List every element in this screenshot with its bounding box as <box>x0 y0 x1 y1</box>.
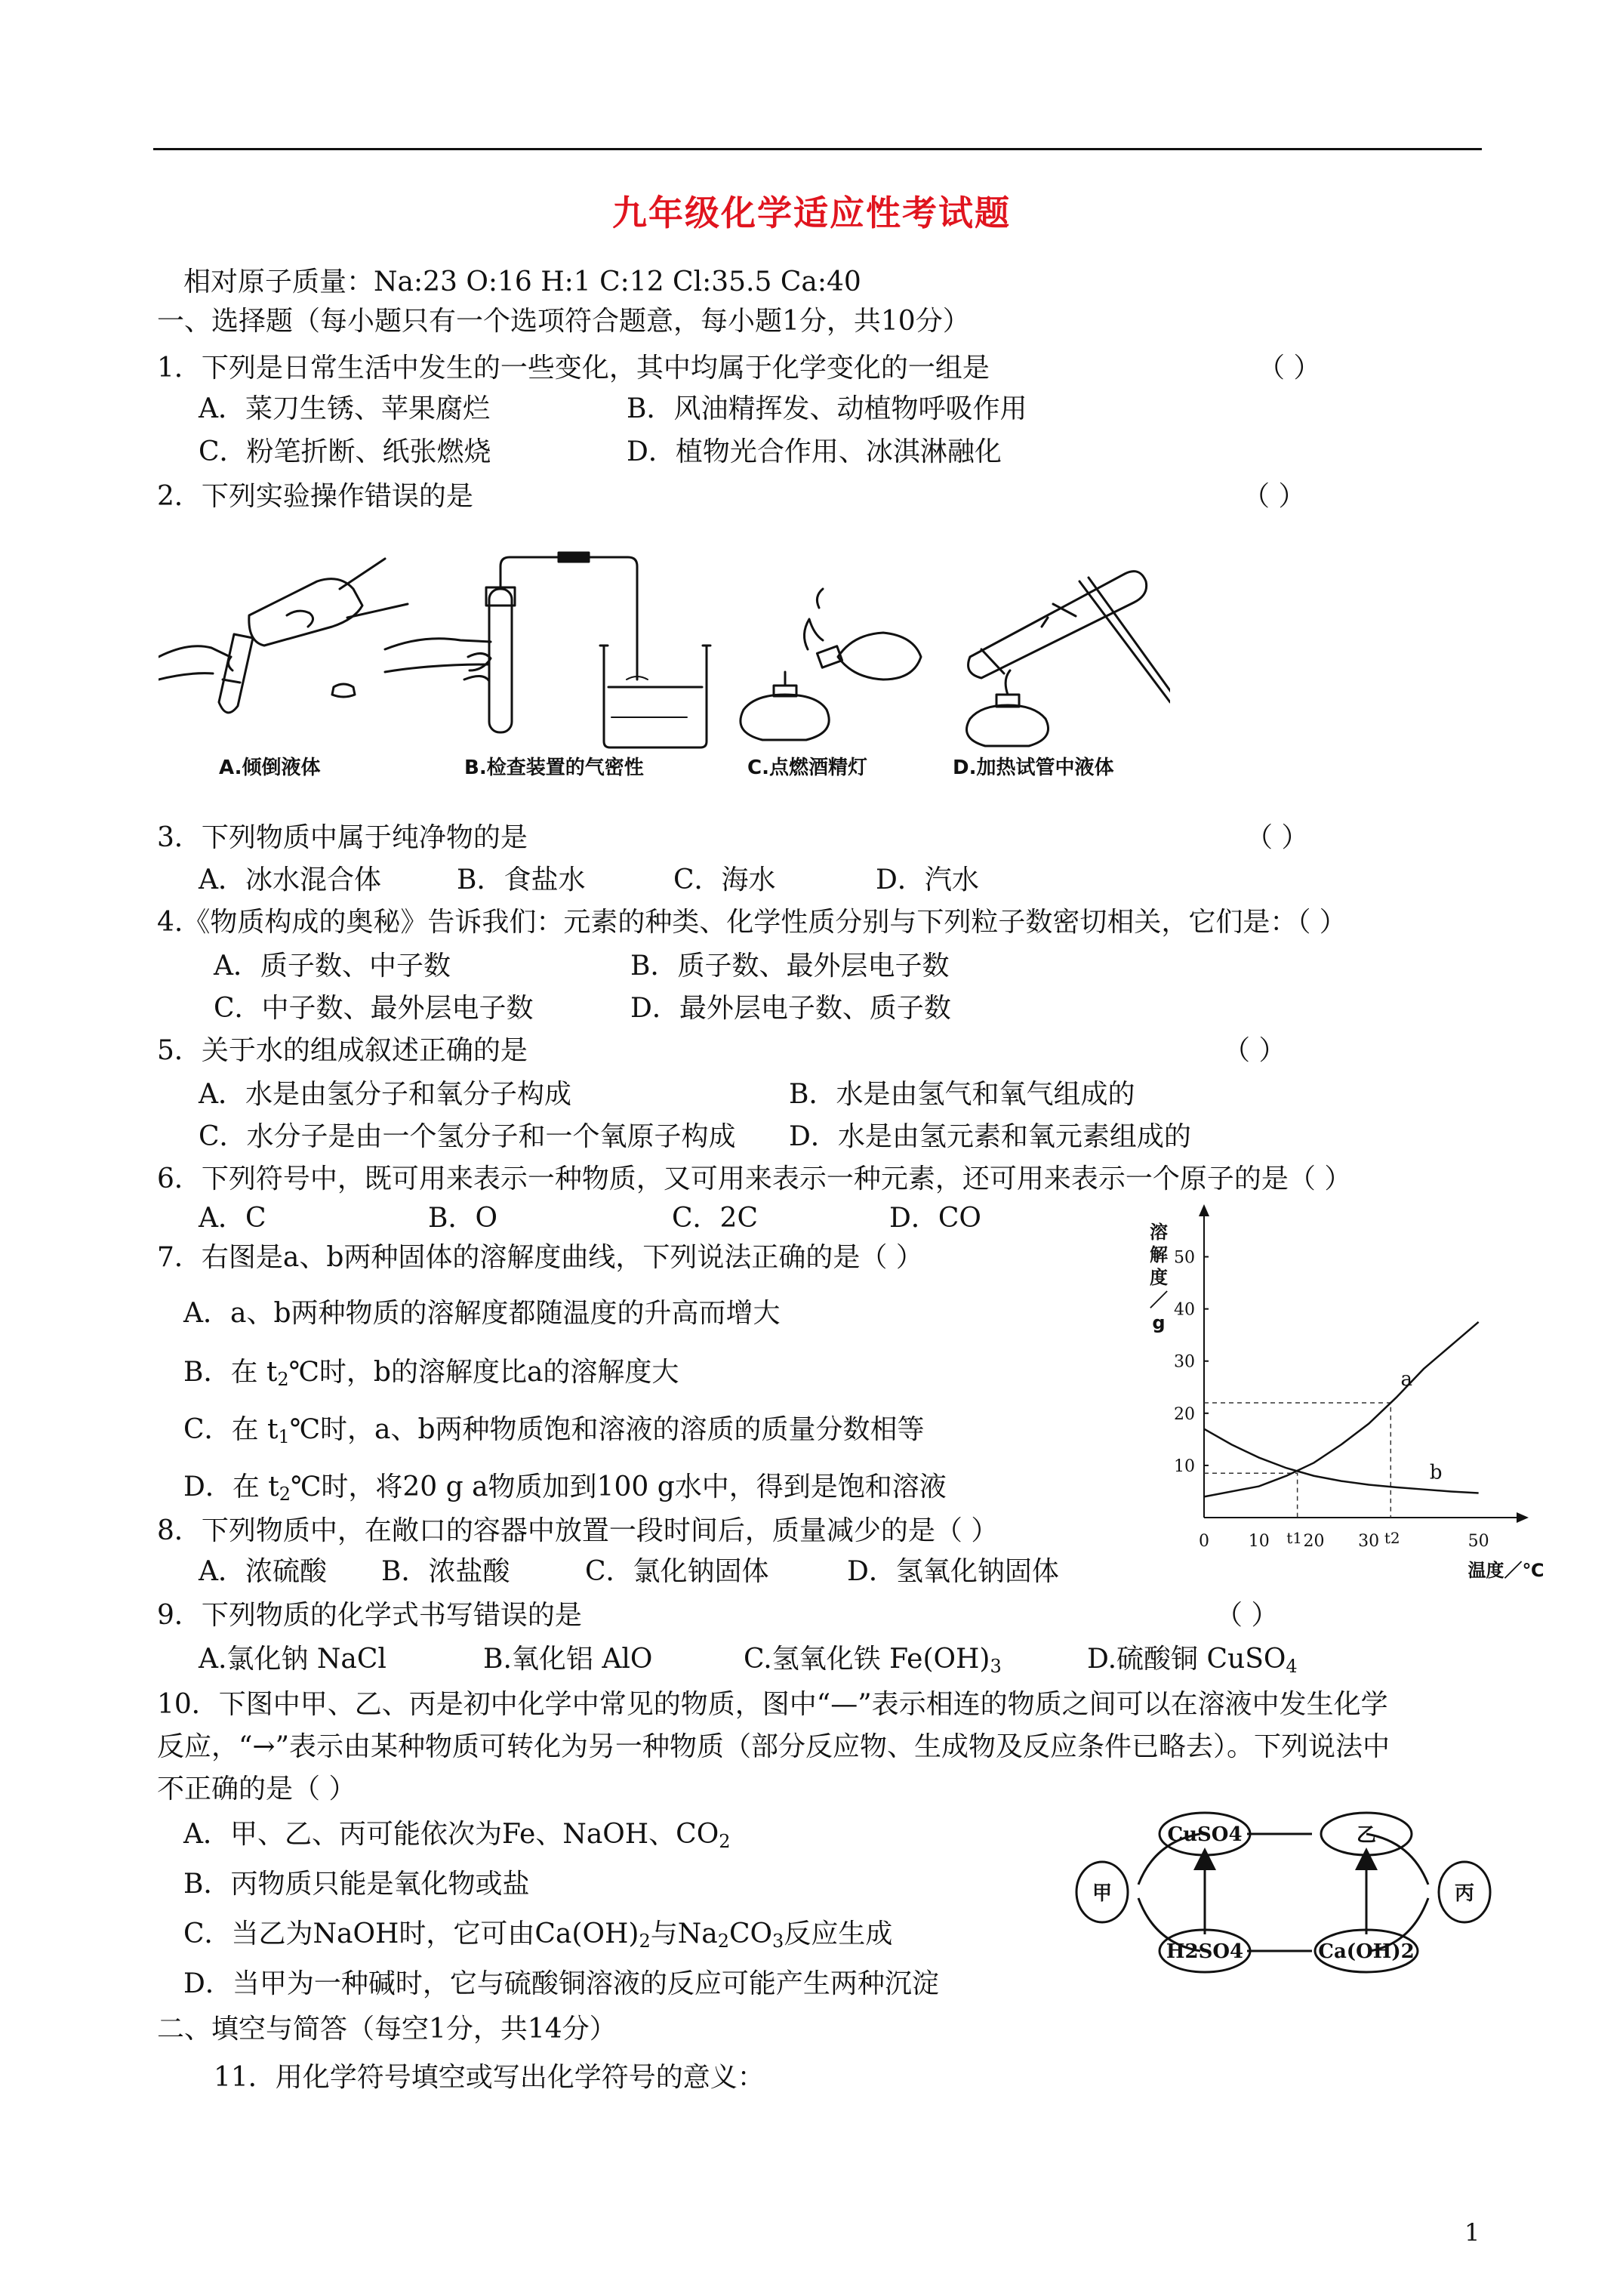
x-tick-label: 20 <box>1303 1532 1325 1551</box>
q3-option-c[interactable]: C．海水 <box>673 864 776 895</box>
q2-caption-c: C.点燃酒精灯 <box>747 757 867 779</box>
q3-option-d[interactable]: D．汽水 <box>876 864 979 895</box>
q9-stem: 9．下列物质的化学式书写错误的是 <box>157 1600 582 1631</box>
gas-tightness-illustration <box>385 553 710 747</box>
q2-caption-d: D.加热试管中液体 <box>953 757 1114 779</box>
q5-option-a[interactable]: A．水是由氢分子和氧分子构成 <box>199 1079 571 1110</box>
q10-stem-line1: 10．下图中甲、乙、丙是初中化学中常见的物质，图中“—”表示相连的物质之间可以在溶液中发生化学 <box>157 1689 1388 1720</box>
q6-option-b[interactable]: B．O <box>428 1203 497 1234</box>
y-tick-label: 20 <box>1174 1404 1195 1424</box>
label-jia: 甲 <box>1092 1882 1113 1905</box>
label-yi: 乙 <box>1356 1824 1377 1847</box>
q6-option-d[interactable]: D．CO <box>889 1203 981 1234</box>
q5-option-b[interactable]: B．水是由氢气和氧气组成的 <box>789 1079 1135 1110</box>
q4-option-d[interactable]: D．最外层电子数、质子数 <box>630 993 951 1024</box>
q9-option-a[interactable]: A.氯化钠 NaCl <box>199 1644 387 1675</box>
q11-stem: 11．用化学符号填空或写出化学符号的意义： <box>214 2062 765 2093</box>
label-caoh2: Ca(OH)2 <box>1318 1940 1415 1963</box>
q10-option-a[interactable]: A．甲、乙、丙可能依次为Fe、NaOH、$CO_2$ <box>183 1819 731 1852</box>
q1-option-c[interactable]: C．粉笔折断、纸张燃烧 <box>199 436 491 467</box>
top-rule <box>153 148 1482 150</box>
q10-stem-line3: 不正确的是（ ） <box>157 1774 356 1804</box>
q7-option-c[interactable]: C．在 $t_1℃$时，a、b两种物质饱和溶液的溶质的质量分数相等 <box>183 1414 925 1447</box>
q3-answer-blank[interactable]: （ ） <box>1246 822 1309 853</box>
q6-option-a[interactable]: A．C <box>199 1203 266 1234</box>
heating-test-tube-illustration <box>967 572 1171 746</box>
q3-option-a[interactable]: A．冰水混合体 <box>199 864 381 895</box>
y-tick-label: 40 <box>1174 1300 1195 1320</box>
substance-relation-diagram <box>1072 1800 1495 1985</box>
x-tick-label: 0 <box>1199 1532 1209 1551</box>
q3-option-b[interactable]: B．食盐水 <box>457 864 586 895</box>
x-tick-label: 30 <box>1358 1532 1380 1551</box>
x-tick-label: 50 <box>1467 1532 1489 1551</box>
pouring-illustration <box>159 559 408 713</box>
q9-answer-blank[interactable]: （ ） <box>1215 1600 1279 1631</box>
q2-answer-blank[interactable]: （ ） <box>1243 481 1306 512</box>
alcohol-lamp-ignite-illustration <box>741 589 921 740</box>
relation-diagram-svg <box>1072 1800 1495 1985</box>
x-tick-t1: t1 <box>1286 1529 1303 1547</box>
y-axis-label-char: 溶 <box>1150 1222 1168 1243</box>
q2-caption-a: A.倾倒液体 <box>219 757 321 779</box>
q7-option-d[interactable]: D．在 $t_2℃$时，将20 g a物质加到100 g水中，得到是饱和溶液 <box>183 1472 947 1505</box>
x-axis-label: 温度／℃ <box>1467 1560 1544 1581</box>
q5-option-d[interactable]: D．水是由氢元素和氧元素组成的 <box>789 1121 1191 1152</box>
q8-option-a[interactable]: A．浓硫酸 <box>199 1556 327 1587</box>
page-title: 九年级化学适应性考试题 <box>612 193 1011 233</box>
q1-answer-blank[interactable]: （ ） <box>1258 353 1321 384</box>
x-tick-t2: t2 <box>1384 1529 1400 1547</box>
y-tick-label: 10 <box>1174 1456 1195 1476</box>
q2-stem: 2．下列实验操作错误的是 <box>157 481 473 512</box>
x-axis-arrow <box>1517 1512 1529 1523</box>
q3-stem: 3．下列物质中属于纯净物的是 <box>157 822 528 853</box>
q7-option-a[interactable]: A．a、b两种物质的溶解度都随温度的升高而增大 <box>183 1298 781 1329</box>
y-axis-label-char: g <box>1152 1312 1166 1333</box>
q4-option-a[interactable]: A．质子数、中子数 <box>214 951 451 982</box>
section1-heading: 一、选择题（每小题只有一个选项符合题意，每小题1分，共10分） <box>157 306 970 337</box>
q1-stem: 1．下列是日常生活中发生的一些变化，其中均属于化学变化的一组是 <box>157 353 990 384</box>
q5-answer-blank[interactable]: （ ） <box>1223 1035 1286 1066</box>
y-axis-label-char: ／ <box>1150 1290 1168 1311</box>
t1-guide-line <box>1204 1473 1298 1518</box>
y-axis-arrow <box>1199 1204 1209 1216</box>
q1-option-a[interactable]: A．菜刀生锈、苹果腐烂 <box>199 393 490 424</box>
page-number: 1 <box>1464 2218 1480 2247</box>
q5-option-c[interactable]: C．水分子是由一个氢分子和一个氧原子构成 <box>199 1121 736 1152</box>
q5-stem: 5．关于水的组成叙述正确的是 <box>157 1035 528 1066</box>
q9-option-b[interactable]: B.氧化铝 AlO <box>483 1644 653 1675</box>
q2-caption-b: B.检查装置的气密性 <box>464 757 644 779</box>
q10-option-d[interactable]: D．当甲为一种碱时，它与硫酸铜溶液的反应可能产生两种沉淀 <box>183 1968 939 1999</box>
q10-option-c[interactable]: C．当乙为NaOH时，它可由$Ca(OH)_2$与$Na_2CO_3$反应生成 <box>183 1918 893 1952</box>
y-axis-label-char: 解 <box>1150 1244 1168 1265</box>
lab-operations-svg <box>159 544 1170 785</box>
q6-stem: 6．下列符号中，既可用来表示一种物质，又可用来表示一种元素，还可用来表示一个原子的是（ ） <box>157 1163 1352 1194</box>
solubility-chart <box>1129 1200 1551 1593</box>
q1-option-d[interactable]: D．植物光合作用、冰淇淋融化 <box>627 436 1002 467</box>
y-tick-label: 30 <box>1174 1352 1195 1372</box>
q4-option-b[interactable]: B．质子数、最外层电子数 <box>630 951 950 982</box>
label-cuso4: CuSO4 <box>1167 1823 1243 1846</box>
series-a-label: a <box>1400 1368 1413 1391</box>
lab-operations-figure <box>159 544 1170 785</box>
label-bing: 丙 <box>1454 1882 1475 1905</box>
q7-option-b[interactable]: B．在 $t_2℃$时，b的溶解度比a的溶解度大 <box>183 1357 679 1390</box>
q8-stem: 8．下列物质中，在敞口的容器中放置一段时间后，质量减少的是（ ） <box>157 1515 999 1546</box>
series-b-label: b <box>1429 1461 1443 1484</box>
y-tick-label: 50 <box>1174 1248 1195 1268</box>
x-tick-label: 10 <box>1248 1532 1270 1551</box>
q10-option-b[interactable]: B．丙物质只能是氧化物或盐 <box>183 1869 530 1900</box>
q10-stem-line2: 反应，“→”表示由某种物质可转化为另一种物质（部分反应物、生成物及反应条件已略去）。下列说法中 <box>157 1731 1390 1762</box>
q1-option-b[interactable]: B．风油精挥发、动植物呼吸作用 <box>627 393 1027 424</box>
label-h2so4: H2SO4 <box>1166 1940 1244 1963</box>
solubility-chart-svg <box>1129 1200 1551 1593</box>
y-axis-label-char: 度 <box>1150 1267 1168 1288</box>
q9-option-c[interactable]: C.氢氧化铁 $Fe(OH)_3$ <box>744 1644 1002 1677</box>
q4-option-c[interactable]: C．中子数、最外层电子数 <box>214 993 534 1024</box>
q8-option-b[interactable]: B．浓盐酸 <box>381 1556 510 1587</box>
q6-option-c[interactable]: C．2C <box>672 1203 758 1234</box>
q9-option-d[interactable]: D.硫酸铜 CuSO$_4$ <box>1087 1644 1298 1677</box>
q4-stem: 4.《物质构成的奥秘》告诉我们：元素的种类、化学性质分别与下列粒子数密切相关，它们是：（ ） <box>157 907 1347 938</box>
section2-heading: 二、填空与简答（每空1分，共14分） <box>157 2014 617 2045</box>
q8-option-c[interactable]: C．氯化钠固体 <box>585 1556 769 1587</box>
atomic-mass-line: 相对原子质量：Na:23 O:16 H:1 C:12 Cl:35.5 Ca:40 <box>183 267 861 297</box>
q7-stem: 7．右图是a、b两种固体的溶解度曲线，下列说法正确的是（ ） <box>157 1242 923 1273</box>
q8-option-d[interactable]: D．氢氧化钠固体 <box>847 1556 1059 1587</box>
